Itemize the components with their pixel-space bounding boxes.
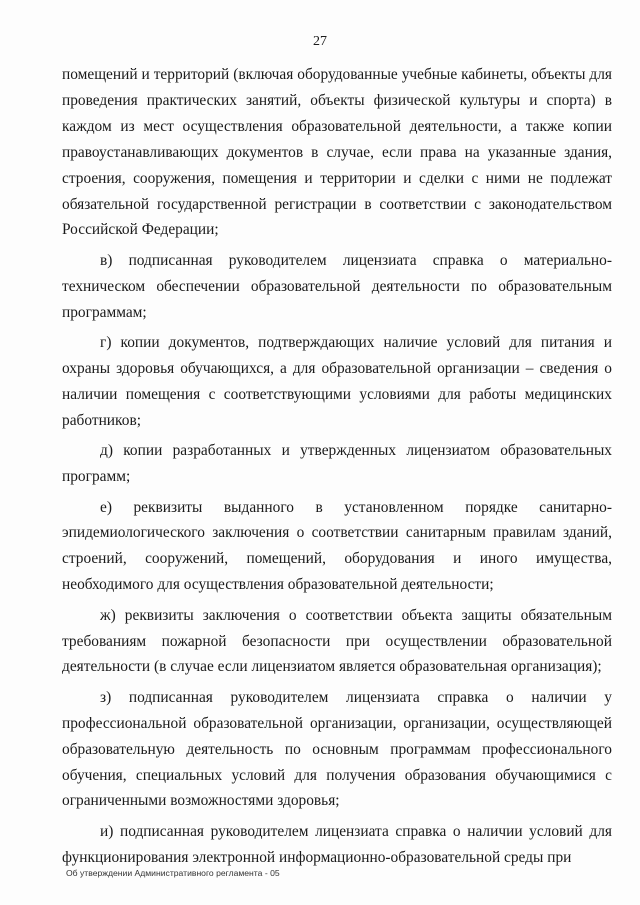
- footer-document-reference: Об утверждении Административного регламента - 05: [66, 868, 280, 878]
- paragraph-item-g: г) копии документов, подтверждающих наличие условий для питания и охраны здоровья обучающихся, а для образовательной организации – сведения о наличии помещения с соответствующими условиями для работы медицинских работников;: [62, 334, 612, 429]
- document-body: [62, 62, 612, 875]
- page-number: 27: [313, 34, 327, 49]
- paragraph-premises-continuation: помещений и территорий (включая оборудованные учебные кабинеты, объекты для проведения практических занятий, объекты физической культуры и спорта) в каждом из мест осуществления образовательной деятельности, а также копии правоустанавливающих документов в случае, если права на указанные здания, строения, сооружения, помещения и территории и сделки с ними не подлежат обязательной государственной регистрации в соответствии с законодательством Российской Федерации;: [62, 66, 612, 239]
- paragraph-item-zh: ж) реквизиты заключения о соответствии объекта защиты обязательным требованиям пожарной безопасности при осуществлении образовательной деятельности (в случае если лицензиатом является образовательная организация);: [62, 606, 612, 676]
- paragraph-item-v: в) подписанная руководителем лицензиата справка о материально-техническом обеспечении образовательной деятельности по образовательным программам;: [62, 251, 612, 321]
- paragraph-item-i: и) подписанная руководителем лицензиата справка о наличии условий для функционирования электронной информационно-образовательной среды при: [62, 822, 612, 866]
- paragraph-item-d: д) копии разработанных и утвержденных лицензиатом образовательных программ;: [62, 442, 612, 486]
- paragraph-item-z: з) подписанная руководителем лицензиата справка о наличии у профессиональной образовательной организации, организации, осуществляющей образовательную деятельность по основным программам профессионального обучения, специальных условий для получения образования обучающимися с ограниченными возможностями здоровья;: [62, 688, 612, 810]
- paragraph-item-e: е) реквизиты выданного в установленном порядке санитарно-эпидемиологического заключения о соответствии санитарным правилам зданий, строений, сооружений, помещений, оборудования и иного имущества, необходимого для осуществления образовательной деятельности;: [62, 498, 612, 594]
